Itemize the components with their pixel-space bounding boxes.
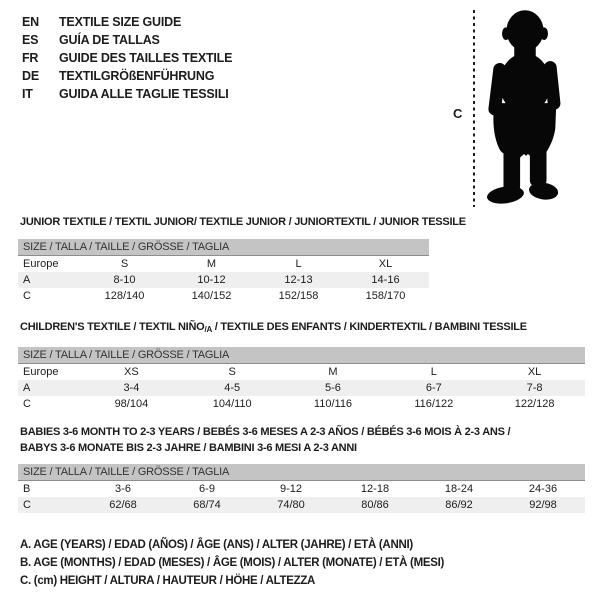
size-cell: 6-7 xyxy=(425,382,442,394)
size-cell: S xyxy=(228,366,236,378)
size-cell: 18-24 xyxy=(444,483,474,495)
size-cell: 140/152 xyxy=(191,290,232,302)
size-cell: 74/80 xyxy=(277,499,305,511)
language-code: DE xyxy=(22,69,39,83)
legend-note-b: B. AGE (MONTHS) / EDAD (MESES) / ÂGE (MOIS) / ALTER (MONATE) / ETÀ (MESI) xyxy=(20,557,445,569)
size-cell: 4-5 xyxy=(224,382,241,394)
size-header-bar: SIZE / TALLA / TAILLE / GRÖSSE / TAGLIA xyxy=(18,347,585,364)
size-cell: 12-13 xyxy=(284,274,313,286)
size-cell: 6-9 xyxy=(199,483,215,495)
size-cell: 68/74 xyxy=(193,499,221,511)
size-cell: 14-16 xyxy=(371,274,400,286)
language-title-list xyxy=(22,13,232,103)
language-row-fr xyxy=(22,49,232,67)
size-cell: 9-12 xyxy=(279,483,303,495)
size-cell: 116/122 xyxy=(414,398,454,410)
language-row-en xyxy=(22,13,232,31)
size-cell: S xyxy=(120,258,129,270)
size-cell: L xyxy=(295,258,302,270)
size-cell: 110/116 xyxy=(313,398,353,410)
size-cell: 5-6 xyxy=(325,382,341,394)
size-cell: M xyxy=(206,258,217,270)
table-row-age xyxy=(18,380,585,396)
size-cell: 7-8 xyxy=(526,382,543,394)
size-cell: 62/68 xyxy=(109,499,137,511)
title-text: / TEXTILE DES ENFANTS / KINDERTEXTIL / BAMBINI TESSILE xyxy=(211,321,527,333)
height-dashed-line xyxy=(473,10,475,207)
size-cell: 98/104 xyxy=(114,398,149,410)
table-title-babies xyxy=(20,424,580,456)
table-row-height xyxy=(18,288,429,304)
size-cell: 3-6 xyxy=(115,483,131,495)
height-c-label: C xyxy=(453,106,463,121)
guide-title: TEXTILE SIZE GUIDE xyxy=(59,15,182,29)
toddler-silhouette-icon xyxy=(481,7,569,208)
row-label: Europe xyxy=(23,366,59,378)
language-row-es xyxy=(22,31,232,49)
language-row-de xyxy=(22,67,232,85)
language-code: EN xyxy=(22,15,39,29)
size-cell: M xyxy=(328,366,338,378)
title-subscript: /A xyxy=(204,325,212,334)
table-row-europe xyxy=(18,364,585,380)
size-cell: XL xyxy=(527,366,542,378)
table-row-age xyxy=(18,272,429,288)
legend-note-c: C. (cm) HEIGHT / ALTURA / HAUTEUR / HÖHE / ALTEZZA xyxy=(20,575,316,587)
table-row-europe xyxy=(18,256,429,272)
size-cell: XS xyxy=(124,366,139,378)
size-cell: 158/170 xyxy=(365,290,406,302)
language-code: FR xyxy=(22,51,39,65)
language-code: IT xyxy=(22,87,33,101)
row-label: B xyxy=(23,483,31,495)
size-cell: 104/110 xyxy=(212,398,252,410)
title-line-1: BABIES 3-6 MONTH TO 2-3 YEARS / BEBÉS 3-6 MESES A 2-3 AÑOS / BÉBÉS 3-6 MOIS À 2-3 ANS / xyxy=(20,426,511,438)
size-cell: 80/86 xyxy=(361,499,389,511)
title-text: CHILDREN'S TEXTILE / TEXTIL NIÑO xyxy=(20,321,205,333)
guide-title: TEXTILGRÖßENFÜHRUNG xyxy=(59,69,215,83)
legend-note-a: A. AGE (YEARS) / EDAD (AÑOS) / ÂGE (ANS) / ALTER (JAHRE) / ETÀ (ANNI) xyxy=(20,539,413,551)
size-cell: 152/158 xyxy=(278,290,319,302)
guide-title: GUÍA DE TALLAS xyxy=(59,33,160,47)
title-line-2: BABYS 3-6 MONATE BIS 2-3 JAHRE / BAMBINI 3-6 MESI A 2-3 ANNI xyxy=(20,442,357,454)
size-header-bar: SIZE / TALLA / TAILLE / GRÖSSE / TAGLIA xyxy=(18,239,429,256)
junior-size-table xyxy=(18,239,429,304)
table-row-height xyxy=(18,396,585,412)
size-cell: L xyxy=(430,366,437,378)
row-label: C xyxy=(23,499,31,511)
row-label: C xyxy=(23,398,31,410)
row-label: C xyxy=(23,290,31,302)
row-label: A xyxy=(23,274,31,286)
size-cell: 8-10 xyxy=(113,274,136,286)
size-cell: 122/128 xyxy=(514,398,555,410)
guide-title: GUIDE DES TAILLES TEXTILE xyxy=(59,51,233,65)
table-row-age-months xyxy=(18,481,585,497)
size-cell: 128/140 xyxy=(104,290,145,302)
language-code: ES xyxy=(22,33,39,47)
guide-title: GUIDA ALLE TAGLIE TESSILI xyxy=(59,87,229,101)
size-cell: XL xyxy=(378,258,393,270)
row-label: A xyxy=(23,382,31,394)
size-cell: 92/98 xyxy=(529,499,557,511)
legend-notes xyxy=(20,536,444,590)
language-row-it xyxy=(22,85,232,103)
table-row-height xyxy=(18,497,585,513)
table-title-children xyxy=(20,321,527,334)
size-cell: 86/92 xyxy=(445,499,473,511)
size-cell: 10-12 xyxy=(197,274,226,286)
size-header-bar: SIZE / TALLA / TAILLE / GRÖSSE / TAGLIA xyxy=(18,464,585,481)
babies-size-table xyxy=(18,464,585,513)
table-title-junior: JUNIOR TEXTILE / TEXTIL JUNIOR/ TEXTILE JUNIOR / JUNIORTEXTIL / JUNIOR TESSILE xyxy=(20,216,466,228)
size-cell: 24-36 xyxy=(528,483,558,495)
size-cell: 12-18 xyxy=(360,483,390,495)
row-label: Europe xyxy=(23,258,59,270)
size-cell: 3-4 xyxy=(123,382,140,394)
children-size-table xyxy=(18,347,585,412)
